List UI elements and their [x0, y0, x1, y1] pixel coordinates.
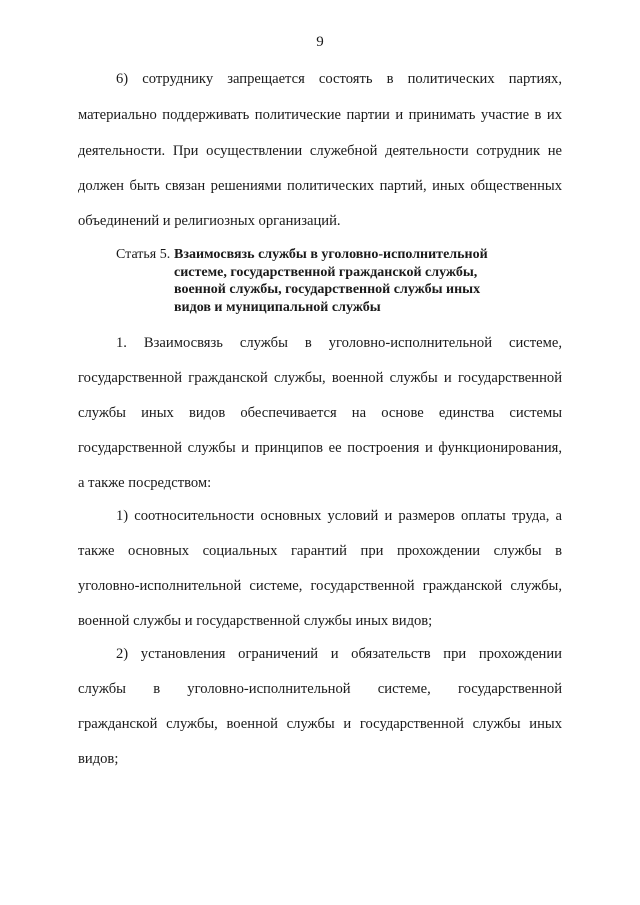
item-2-line-4: видов; — [78, 751, 119, 767]
paragraph-6-line-2: материально поддерживать политические партии и принимать участие в их — [78, 107, 562, 123]
article-5-title — [174, 246, 534, 316]
clause-1-line-1: 1. Взаимосвязь службы в уголовно-исполнительной системе, — [116, 335, 562, 351]
paragraph-6-line-1: 6) сотруднику запрещается состоять в политических партиях, — [116, 71, 562, 87]
article-5-title-line-4: видов и муниципальной службы — [174, 299, 381, 315]
item-2-line-3: гражданской службы, военной службы и государственной службы иных — [78, 716, 562, 732]
item-2-line-2: службы в уголовно-исполнительной системе, государственной — [78, 681, 562, 697]
paragraph-6-line-4: должен быть связан решениями политических партий, иных общественных — [78, 178, 562, 194]
item-2-line-1: 2) установления ограничений и обязательств при прохождении — [116, 646, 562, 662]
clause-1-line-4: государственной службы и принципов ее построения и функционирования, — [78, 440, 562, 456]
clause-1-line-5: а также посредством: — [78, 475, 212, 491]
clause-1-line-2: государственной гражданской службы, военной службы и государственной — [78, 370, 562, 386]
article-5-title-line-1: Взаимосвязь службы в уголовно-исполнительной — [174, 247, 488, 262]
item-1-line-4: военной службы и государственной службы иных видов; — [78, 613, 433, 629]
article-5-title-line-3: военной службы, государственной службы иных — [174, 282, 481, 297]
article-5-title-line-2: системе, государственной гражданской службы, — [174, 264, 478, 280]
paragraph-6-line-5: объединений и религиозных организаций. — [78, 213, 341, 229]
item-1-line-2: также основных социальных гарантий при прохождении службы в — [78, 543, 562, 559]
paragraph-6-line-3: деятельности. При осуществлении служебной деятельности сотрудник не — [78, 143, 562, 159]
article-5-label: Статья 5. — [116, 247, 171, 262]
item-1-line-1: 1) соотносительности основных условий и размеров оплаты труда, а — [116, 508, 562, 524]
page-number: 9 — [316, 34, 324, 50]
clause-1-line-3: службы иных видов обеспечивается на основе единства системы — [78, 405, 562, 421]
item-1-line-3: уголовно-исполнительной системе, государственной гражданской службы, — [78, 578, 562, 594]
